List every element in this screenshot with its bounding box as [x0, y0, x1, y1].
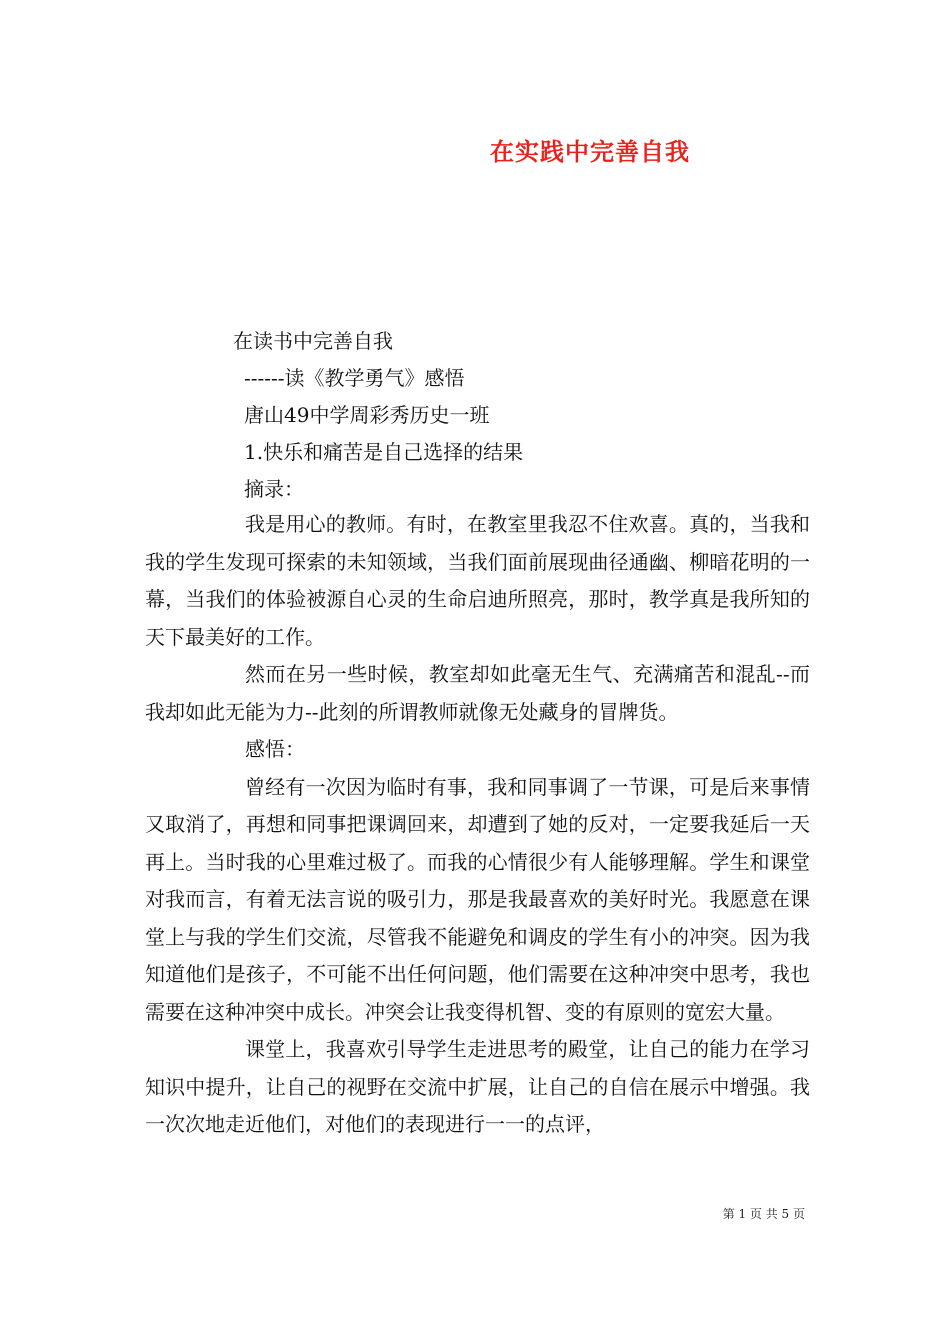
- reflection-label: 感悟：: [245, 737, 305, 761]
- book-heading: 在读书中完善自我: [233, 329, 393, 353]
- author-line: 唐山49中学周彩秀历史一班: [244, 403, 490, 427]
- book-subtitle: ------读《教学勇气》感悟: [244, 366, 465, 390]
- page-footer: 第 1 页 共 5 页: [722, 1207, 805, 1221]
- page-title: 在实践中完善自我: [490, 137, 690, 166]
- paragraph: 我是用心的教师。有时，在教室里我忍不住欢喜。真的，当我和我的学生发现可探索的未知领域，当我们面前展现曲径通幽、柳暗花明的一幕，当我们的体验被源自心灵的生命启迪所照亮，那时，教学真是我所知的天下最美好的工作。: [145, 512, 810, 649]
- paragraph: 曾经有一次因为临时有事，我和同事调了一节课，可是后来事情又取消了，再想和同事把课调回来，却遭到了她的反对，一定要我延后一天再上。当时我的心里难过极了。而我的心情很少有人能够理解。学生和课堂对我而言，有着无法言说的吸引力，那是我最喜欢的美好时光。我愿意在课堂上与我的学生们交流，尽管我不能避免和调皮的学生有小的冲突。因为我知道他们是孩子，不可能不出任何问题，他们需要在这种冲突中思考，我也需要在这种冲突中成长。冲突会让我变得机智、变的有原则的宽宏大量。: [145, 774, 810, 1024]
- excerpt-label: 摘录：: [244, 477, 304, 501]
- paragraph: 然而在另一些时候，教室却如此毫无生气、充满痛苦和混乱--而我却如此无能为力--此刻的所谓教师就像无处藏身的冒牌货。: [145, 662, 810, 724]
- section-heading: 1.快乐和痛苦是自己选择的结果: [244, 440, 524, 464]
- paragraph: 课堂上，我喜欢引导学生走进思考的殿堂，让自己的能力在学习知识中提升，让自己的视野在交流中扩展，让自己的自信在展示中增强。我一次次地走近他们，对他们的表现进行一一的点评，: [145, 1037, 810, 1136]
- document-body: [145, 506, 810, 1144]
